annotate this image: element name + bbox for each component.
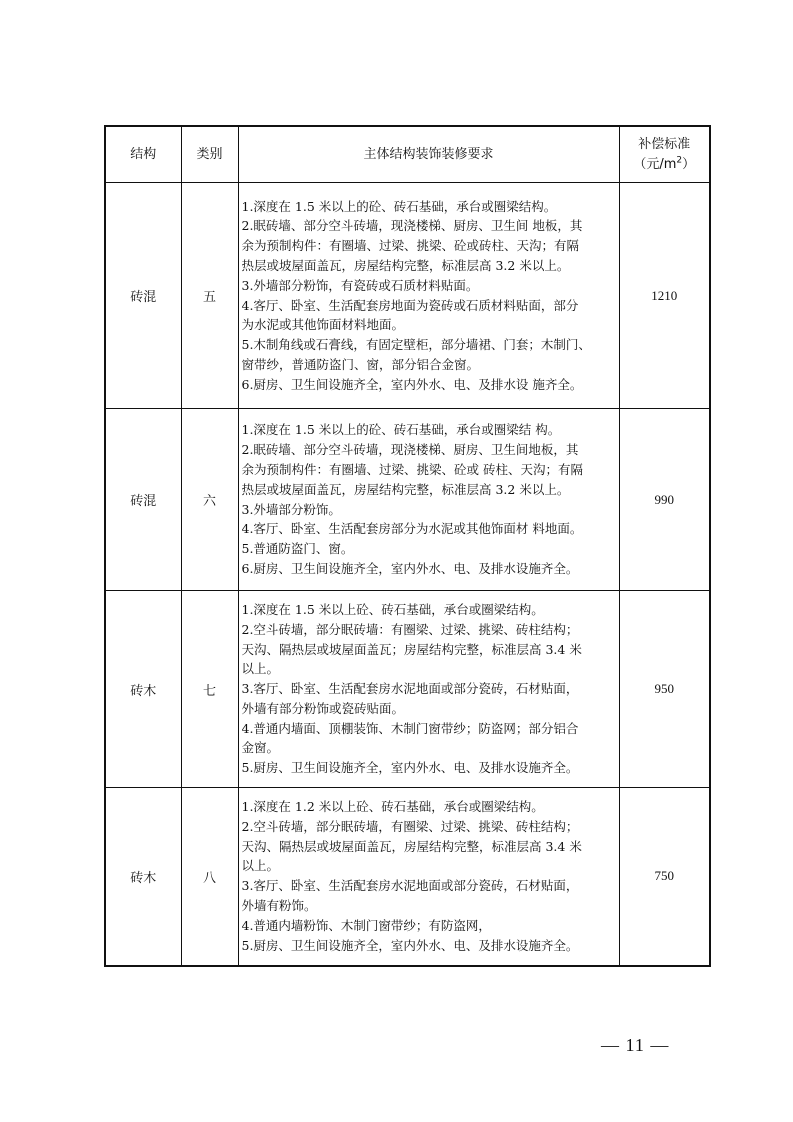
requirement-line: 外墙有粉饰。: [241, 898, 317, 914]
requirement-line: 4.普通内墙面、顶棚装饰、木制门窗带纱；防盗网；部分铝合: [241, 720, 579, 736]
requirement-line: 3.客厅、卧室、生活配套房水泥地面或部分瓷砖，石材贴面，: [241, 681, 579, 697]
requirement-line: 1.深度在 1.5 米以上的砼、砖石基础，承台或圈梁结构。: [241, 198, 557, 214]
cell-category: 七: [181, 591, 238, 788]
compensation-standards-table: [104, 125, 711, 967]
cell-compensation: 1210: [619, 183, 710, 409]
cell-structure: 砖木: [105, 591, 181, 788]
requirement-line: 以上。: [241, 858, 280, 874]
cell-structure: 砖混: [105, 409, 181, 591]
requirement-line: 3.客厅、卧室、生活配套房水泥地面或部分瓷砖，石材贴面，: [241, 878, 579, 894]
requirement-line: 为水泥或其他饰面材料地面。: [241, 317, 405, 333]
requirement-line: 1.深度在 1.2 米以上砼、砖石基础，承台或圈梁结构。: [241, 799, 544, 815]
header-compensation: [619, 126, 710, 183]
requirement-line: 4.客厅、卧室、生活配套房部分为水泥或其他饰面材 料地面。: [241, 521, 583, 537]
requirement-line: 5.普通防盗门、窗。: [241, 541, 354, 557]
requirement-line: 天沟、隔热层或坡屋面盖瓦；房屋结构完整，标准层高 3.4 米: [241, 641, 582, 657]
table-row: [105, 591, 710, 788]
requirement-line: 3.外墙部分粉饰，有瓷砖或石质材料贴面。: [241, 277, 479, 293]
requirement-line: 2.眠砖墙、部分空斗砖墙，现浇楼梯、厨房、卫生间 地板，其: [241, 218, 583, 234]
header-category: 类别: [181, 126, 238, 183]
requirement-line: 热层或坡屋面盖瓦，房屋结构完整，标准层高 3.2 米以上。: [241, 481, 570, 497]
requirement-line: 5.厨房、卫生间设施齐全，室内外水、电、及排水设施齐全。: [241, 937, 579, 953]
header-structure: 结构: [105, 126, 181, 183]
cell-requirements: [238, 409, 619, 591]
cell-requirements: [238, 788, 619, 966]
cell-compensation: 950: [619, 591, 710, 788]
table-row: [105, 409, 710, 591]
requirement-line: 天沟、隔热层或坡屋面盖瓦，房屋结构完整，标准层高 3.4 米: [241, 838, 582, 854]
cell-category: 六: [181, 409, 238, 591]
requirement-line: 2.空斗砖墙，部分眠砖墙：有圈梁、过梁、挑梁、砖柱结构；: [241, 621, 579, 637]
requirement-line: 3.外墙部分粉饰。: [241, 501, 341, 517]
cell-requirements: [238, 183, 619, 409]
header-compensation-unit: （元$/m^2$）: [633, 155, 696, 172]
table-row: [105, 183, 710, 409]
requirement-line: 金窗。: [241, 740, 280, 756]
requirement-line: 热层或坡屋面盖瓦，房屋结构完整，标准层高 3.2 米以上。: [241, 257, 570, 273]
requirement-line: 2.眠砖墙、部分空斗砖墙，现浇楼梯、厨房、卫生间地板，其: [241, 442, 579, 458]
requirement-line: 余为预制构件：有圈墙、过梁、挑梁、砼或砖柱、天沟；有隔: [241, 238, 580, 254]
requirement-line: 4.普通内墙粉饰、木制门窗带纱；有防盗网，: [241, 917, 491, 933]
requirement-line: 1.深度在 1.5 米以上砼、砖石基础，承台或圈梁结构。: [241, 601, 544, 617]
requirement-line: 6.厨房、卫生间设施齐全，室内外水、电、及排水设 施齐全。: [241, 376, 583, 392]
cell-compensation: 990: [619, 409, 710, 591]
requirement-line: 6.厨房、卫生间设施齐全，室内外水、电、及排水设施齐全。: [241, 560, 579, 576]
table-row: [105, 788, 710, 966]
cell-requirements: [238, 591, 619, 788]
page-number: — 11 —: [601, 1035, 670, 1055]
cell-structure: 砖木: [105, 788, 181, 966]
header-compensation-title: 补偿标准: [638, 136, 691, 152]
requirement-line: 1.深度在 1.5 米以上的砼、砖石基础，承台或圈梁结 构。: [241, 422, 561, 438]
requirement-line: 5.木制角线或石膏线，有固定壁柜，部分墙裙、门套；木制门、: [241, 337, 591, 353]
table-header-row: [105, 126, 710, 183]
requirement-line: 窗带纱，普通防盗门、窗，部分铝合金窗。: [241, 356, 480, 372]
requirement-line: 4.客厅、卧室、生活配套房地面为瓷砖或石质材料贴面，部分: [241, 297, 579, 313]
cell-category: 五: [181, 183, 238, 409]
cell-compensation: 750: [619, 788, 710, 966]
requirement-line: 以上。: [241, 661, 280, 677]
requirement-line: 余为预制构件：有圈墙、过梁、挑梁、砼或 砖柱、天沟；有隔: [241, 461, 583, 477]
cell-category: 八: [181, 788, 238, 966]
requirement-line: 2.空斗砖墙，部分眠砖墙，有圈梁、过梁、挑梁、砖柱结构；: [241, 818, 579, 834]
cell-structure: 砖混: [105, 183, 181, 409]
requirement-line: 外墙有部分粉饰或瓷砖贴面。: [241, 700, 405, 716]
requirement-line: 5.厨房、卫生间设施齐全，室内外水、电、及排水设施齐全。: [241, 760, 579, 776]
header-requirements: 主体结构装饰装修要求: [238, 126, 619, 183]
